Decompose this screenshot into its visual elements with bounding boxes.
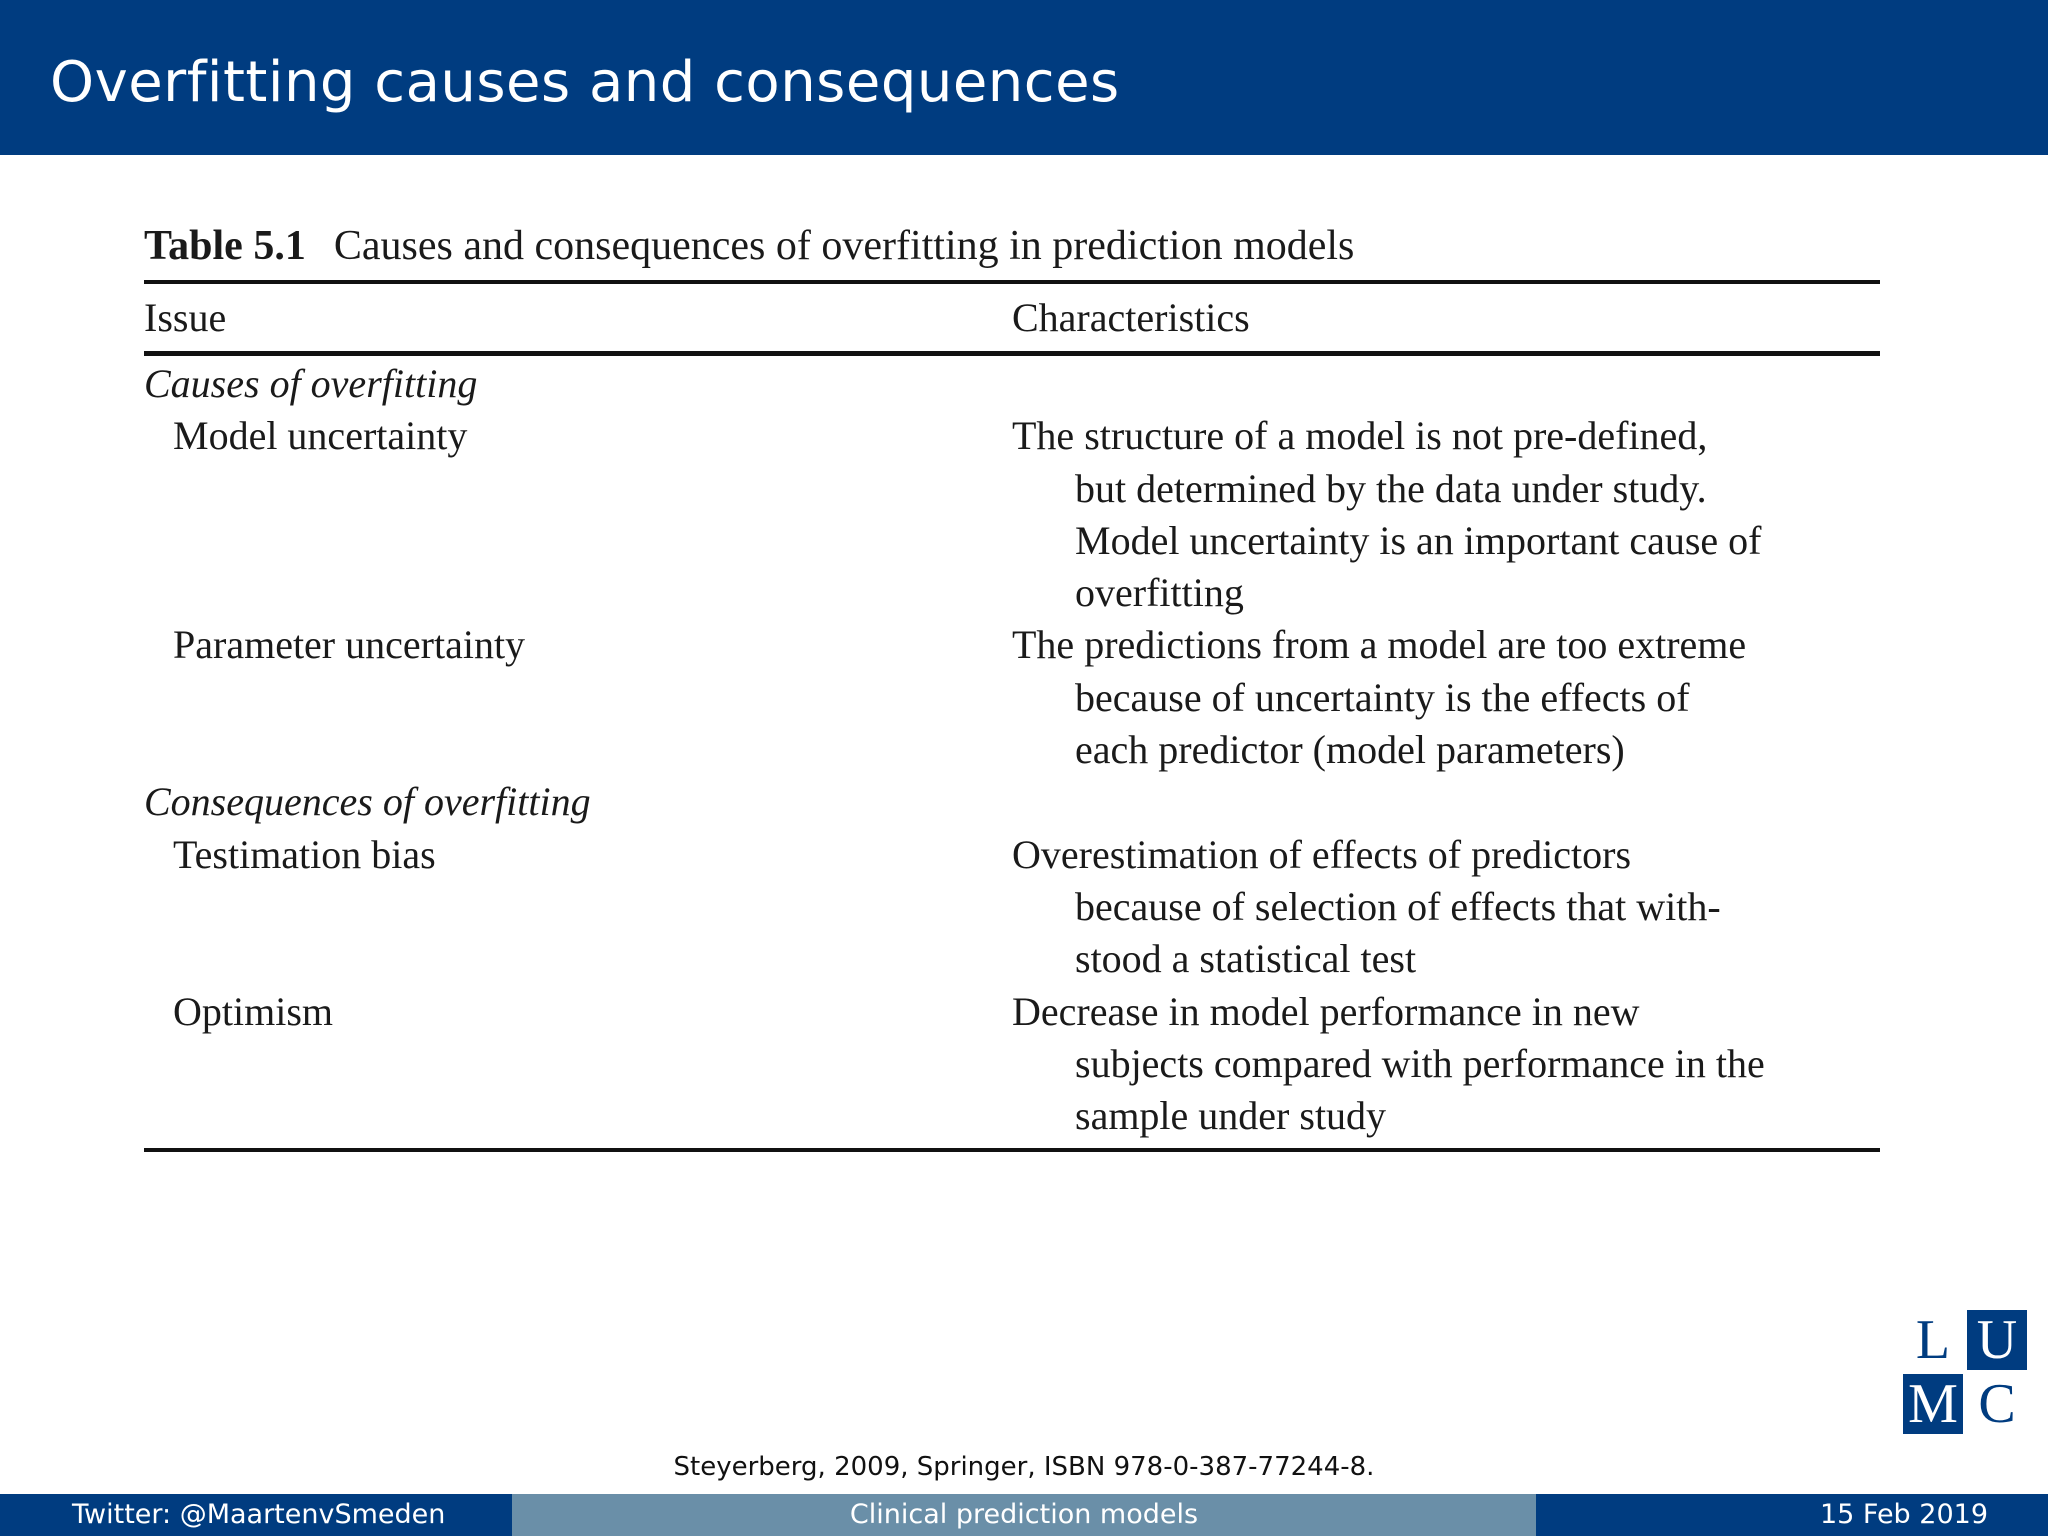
characteristics-line: subjects compared with performance in the — [1075, 1040, 1765, 1086]
table-caption — [144, 218, 1880, 274]
logo-letter: C — [1978, 1373, 2016, 1435]
characteristics-line: Overestimation of effects of predictors — [1012, 831, 1632, 877]
table-row — [144, 619, 1880, 776]
characteristics-line: but determined by the data under study. — [1075, 465, 1707, 511]
characteristics-line: because of uncertainty is the effects of — [1075, 674, 1690, 720]
title-bar — [0, 0, 2048, 155]
header-characteristics: Characteristics — [1012, 295, 1250, 340]
row-issue: Model uncertainty — [173, 413, 468, 459]
characteristics-line: The structure of a model is not pre-defined, — [1012, 413, 1708, 459]
characteristics-line: Model uncertainty is an important cause of — [1075, 517, 1762, 563]
characteristics-line: because of selection of effects that with- — [1075, 883, 1721, 929]
characteristics-line: stood a statistical test — [1075, 936, 1417, 982]
section-heading: Consequences of overfitting — [144, 779, 591, 825]
footer-center — [512, 1494, 1536, 1536]
slide-title: Overfitting causes and consequences — [50, 50, 1120, 115]
row-characteristics — [1012, 829, 1880, 986]
lumc-logo — [1903, 1310, 2032, 1438]
overfitting-table — [144, 218, 1880, 1152]
header-issue: Issue — [144, 295, 227, 340]
table-row — [144, 410, 1880, 619]
row-characteristics — [1012, 410, 1880, 619]
table-caption-text: Causes and consequences of overfitting in prediction models — [333, 223, 1355, 269]
characteristics-line: overfitting — [1075, 570, 1244, 616]
table-row — [144, 829, 1880, 986]
logo-letter: U — [1967, 1310, 2027, 1370]
footer-presentation-title: Clinical prediction models — [849, 1499, 1199, 1530]
characteristics-line: sample under study — [1075, 1093, 1387, 1139]
footer-date: 15 Feb 2019 — [1819, 1499, 1988, 1530]
row-issue: Parameter uncertainty — [173, 622, 526, 668]
footer-bar — [0, 1494, 2048, 1536]
table-number: Table 5.1 — [144, 223, 306, 269]
characteristics-line: each predictor (model parameters) — [1075, 727, 1625, 773]
footer-right — [1536, 1494, 2048, 1536]
bottom-rule — [144, 1148, 1880, 1152]
logo-letter: M — [1903, 1374, 1963, 1434]
table-body — [144, 356, 1880, 1142]
footer-left — [0, 1494, 512, 1536]
row-issue: Testimation bias — [173, 831, 436, 877]
table-header-row — [144, 284, 1880, 351]
table-row — [144, 986, 1880, 1143]
reference-citation: Steyerberg, 2009, Springer, ISBN 978-0-387-77244-8. — [673, 1452, 1375, 1482]
row-issue: Optimism — [173, 988, 334, 1034]
row-characteristics — [1012, 619, 1880, 776]
characteristics-line: Decrease in model performance in new — [1012, 988, 1640, 1034]
row-characteristics — [1012, 986, 1880, 1143]
section-heading: Causes of overfitting — [144, 361, 478, 406]
logo-letter: L — [1915, 1309, 1951, 1371]
characteristics-line: The predictions from a model are too extreme — [1012, 622, 1747, 668]
footer-twitter: Twitter: @MaartenvSmeden — [72, 1499, 446, 1530]
